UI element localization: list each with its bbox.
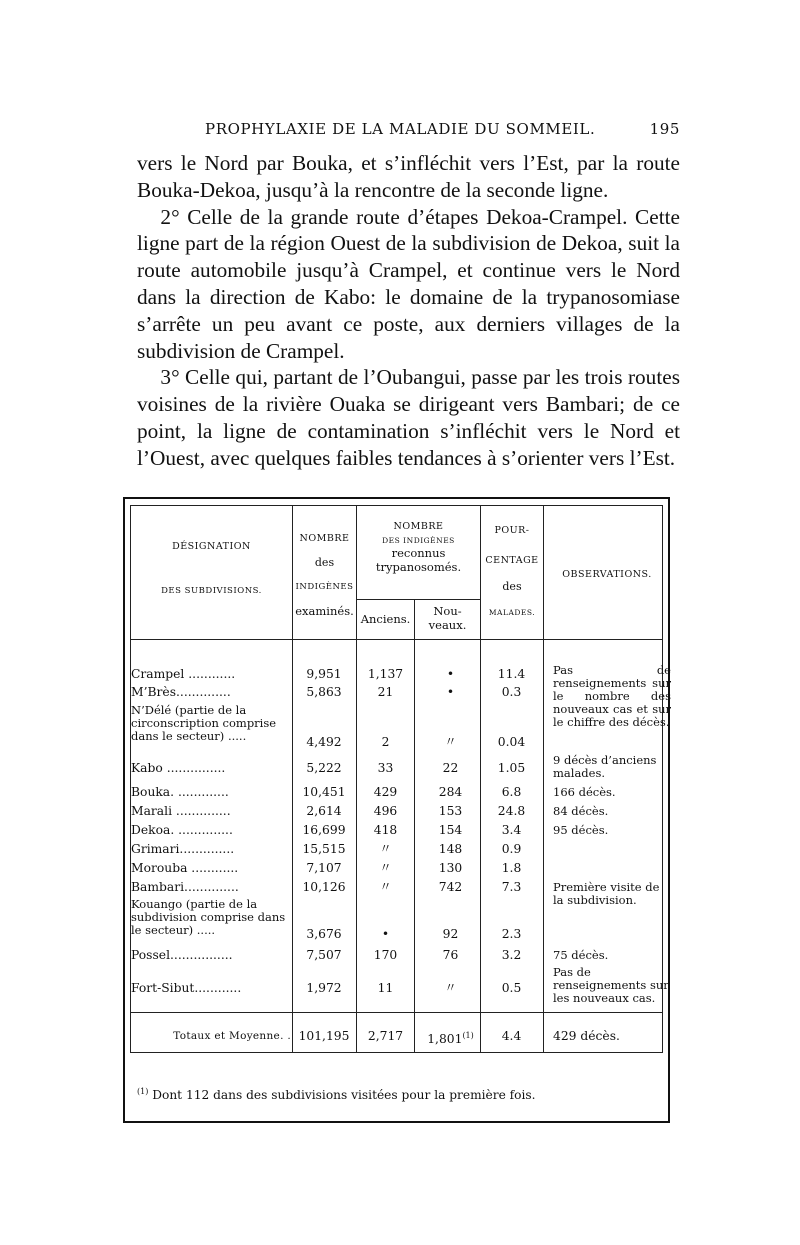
row-name: Bambari.............. [131,880,239,894]
row-nouveaux: 284 [438,785,463,799]
observation-marali: 84 décès. [553,804,609,818]
paragraph-2: 2° Celle de la grande route d’étapes Dekoa-Crampel. Cette ligne part de la région Ouest de la subdivision de Dekoa, suit la route automobile jusqu’à Crampel, et continue vers le Nord dans la direction de Kabo: le domaine de la trypanosomiase s’arrête un peu avant ce poste, aux derniers villages de la subdivision de Crampel. [137,204,680,363]
row-examines: 7,107 [306,861,342,875]
row-examines: 3,676 [306,927,342,941]
header-pourcentage-des: des [502,580,522,593]
row-examines: 10,126 [302,880,346,894]
column-rule [543,506,544,1052]
row-anciens: 〃 [379,861,392,875]
row-examines: 15,515 [302,842,346,856]
header-designation-sub: DES SUBDIVISIONS. [161,586,262,596]
row-pourcentage: 0.5 [501,981,522,995]
row-pourcentage: 11.4 [497,667,526,681]
observation-kabo: 9 décès d’anciens malades. [553,753,657,780]
header-designation: DÉSIGNATION [172,541,251,552]
observation-bouka: 166 décès. [553,785,616,799]
row-nouveaux: • [446,667,455,681]
row-anciens: 496 [373,804,398,818]
row-nouveaux: 92 [442,927,459,941]
totals-footnote-mark: (1) [462,1031,474,1040]
row-anciens: 〃 [379,880,392,894]
row-examines: 5,222 [306,761,342,775]
header-trypanosomes: NOMBRE [393,521,444,532]
header-subrule [357,599,480,600]
row-pourcentage: 3.4 [501,823,522,837]
page-number: 195 [649,120,680,138]
row-anciens: 11 [377,981,394,995]
row-name: Fort-Sibut............ [131,981,242,995]
row-name: Kouango (partie de la subdivision comprise dans le secteur) ..... [131,898,286,937]
header-observations: OBSERVATIONS. [562,569,652,580]
row-name: Possel................ [131,948,233,962]
row-pourcentage: 3.2 [501,948,522,962]
row-examines: 4,492 [306,735,342,749]
totals-observation: 429 décès. [553,1029,620,1043]
row-name: M’Brès.............. [131,685,231,699]
footnote-mark: (1) [137,1087,149,1096]
row-name: Grimari.............. [131,842,235,856]
header-nouveaux: Nou- [433,604,462,618]
observation-first-visit: Première visite de la subdivision. [553,880,660,907]
row-examines: 9,951 [306,667,342,681]
row-nouveaux: 〃 [444,981,457,995]
footnote [137,1087,536,1102]
header-trypanosomes-label: trypanosomés. [375,560,462,574]
row-nouveaux: 22 [442,761,459,775]
header-anciens: Anciens. [360,612,411,626]
header-trypanosomes-reconnus: reconnus [391,546,446,560]
table-row [131,860,662,876]
row-anciens: 2 [381,735,390,749]
row-pourcentage: 6.8 [501,785,522,799]
row-name: Bouka. ............. [131,785,229,799]
header-nombre-des: des [314,556,335,569]
header-nombre: NOMBRE [299,533,350,544]
row-nouveaux: 130 [438,861,463,875]
observation-fort-sibut: Pas de renseignements sur les nouveaux cas. [553,965,669,1005]
statistics-table [123,497,670,1123]
row-pourcentage: 0.3 [501,685,522,699]
running-head-title: PROPHYLAXIE DE LA MALADIE DU SOMMEIL. [205,120,596,138]
row-nouveaux: 148 [438,842,463,856]
row-pourcentage: 1.8 [501,861,522,875]
totals-rule [131,1012,662,1013]
row-examines: 10,451 [302,785,346,799]
column-rule [356,506,357,1052]
observation-no-data: Pas de renseignements sur le nombre des nouveaux cas et sur le chiffre des décès. [553,663,671,729]
row-nouveaux: 〃 [444,735,457,749]
totals-label: Totaux et Moyenne. . [173,1030,291,1042]
row-name: Morouba ............ [131,861,239,875]
table-frame [130,505,671,1053]
row-examines: 1,972 [306,981,342,995]
row-pourcentage: 0.04 [497,735,526,749]
row-anciens: 〃 [379,842,392,856]
body-text [137,150,680,472]
totals-row [131,1028,662,1047]
footnote-text: Dont 112 dans des subdivisions visitées pour la première fois. [152,1088,536,1103]
row-pourcentage: 0.9 [501,842,522,856]
running-head [205,120,680,140]
header-nombre-indigenes: INDIGÈNES [295,582,354,592]
paragraph-3: 3° Celle qui, partant de l’Oubangui, passe par les trois routes voisines de la rivière Ouaka se dirigeant vers Bambari; de ce point, la ligne de contamination s’infléchit vers le Nord et l’Ouest, avec quelques faibles tendances à s’orienter vers l’Est. [137,365,680,470]
row-name: Crampel ............ [131,667,236,681]
row-examines: 16,699 [302,823,346,837]
header-pourcentage-2: CENTAGE [485,555,539,566]
row-pourcentage: 2.3 [501,927,522,941]
observation-dekoa: 95 décès. [553,823,609,837]
paragraph-1: vers le Nord par Bouka, et s’infléchit vers l’Est, par la route Bouka-Dekoa, jusqu’à la rencontre de la seconde ligne. [137,151,680,202]
row-nouveaux: 154 [438,823,463,837]
header-trypanosomes-indigenes: DES INDIGÈNES [382,536,455,545]
row-name: Dekoa. .............. [131,823,233,837]
header-nouveaux-2: veaux. [428,618,467,632]
totals-nouveaux-value: 1,801 [427,1032,463,1047]
row-pourcentage: 7.3 [501,880,522,894]
header-pourcentage: POUR- [494,525,530,536]
row-examines: 7,507 [306,948,342,962]
table-row [131,841,662,857]
totals-nouveaux [418,1028,483,1047]
totals-anciens: 2,717 [367,1029,404,1043]
row-anciens: 1,137 [367,667,404,681]
totals-pourcentage: 4.4 [501,1029,522,1043]
row-examines: 5,863 [306,685,342,699]
row-anciens: 170 [373,948,398,962]
row-pourcentage: 1.05 [497,761,526,775]
row-examines: 2,614 [306,804,342,818]
header-nombre-examines: examinés. [295,604,354,618]
header-pourcentage-malades: MALADES. [488,608,536,617]
row-name: N’Délé (partie de la circonscription comprise dans le secteur) ..... [131,704,277,743]
row-anciens: 33 [377,761,394,775]
row-nouveaux: • [446,685,455,699]
header-rule [131,639,662,640]
observation-possel: 75 décès. [553,948,609,962]
row-anciens: • [381,927,390,941]
row-anciens: 21 [377,685,394,699]
row-nouveaux: 153 [438,804,463,818]
row-nouveaux: 76 [442,948,459,962]
row-anciens: 418 [373,823,398,837]
row-name: Marali .............. [131,804,231,818]
row-name: Kabo ............... [131,761,226,775]
row-pourcentage: 24.8 [497,804,526,818]
row-nouveaux: 742 [438,880,463,894]
totals-examines: 101,195 [298,1029,350,1043]
row-anciens: 429 [373,785,398,799]
